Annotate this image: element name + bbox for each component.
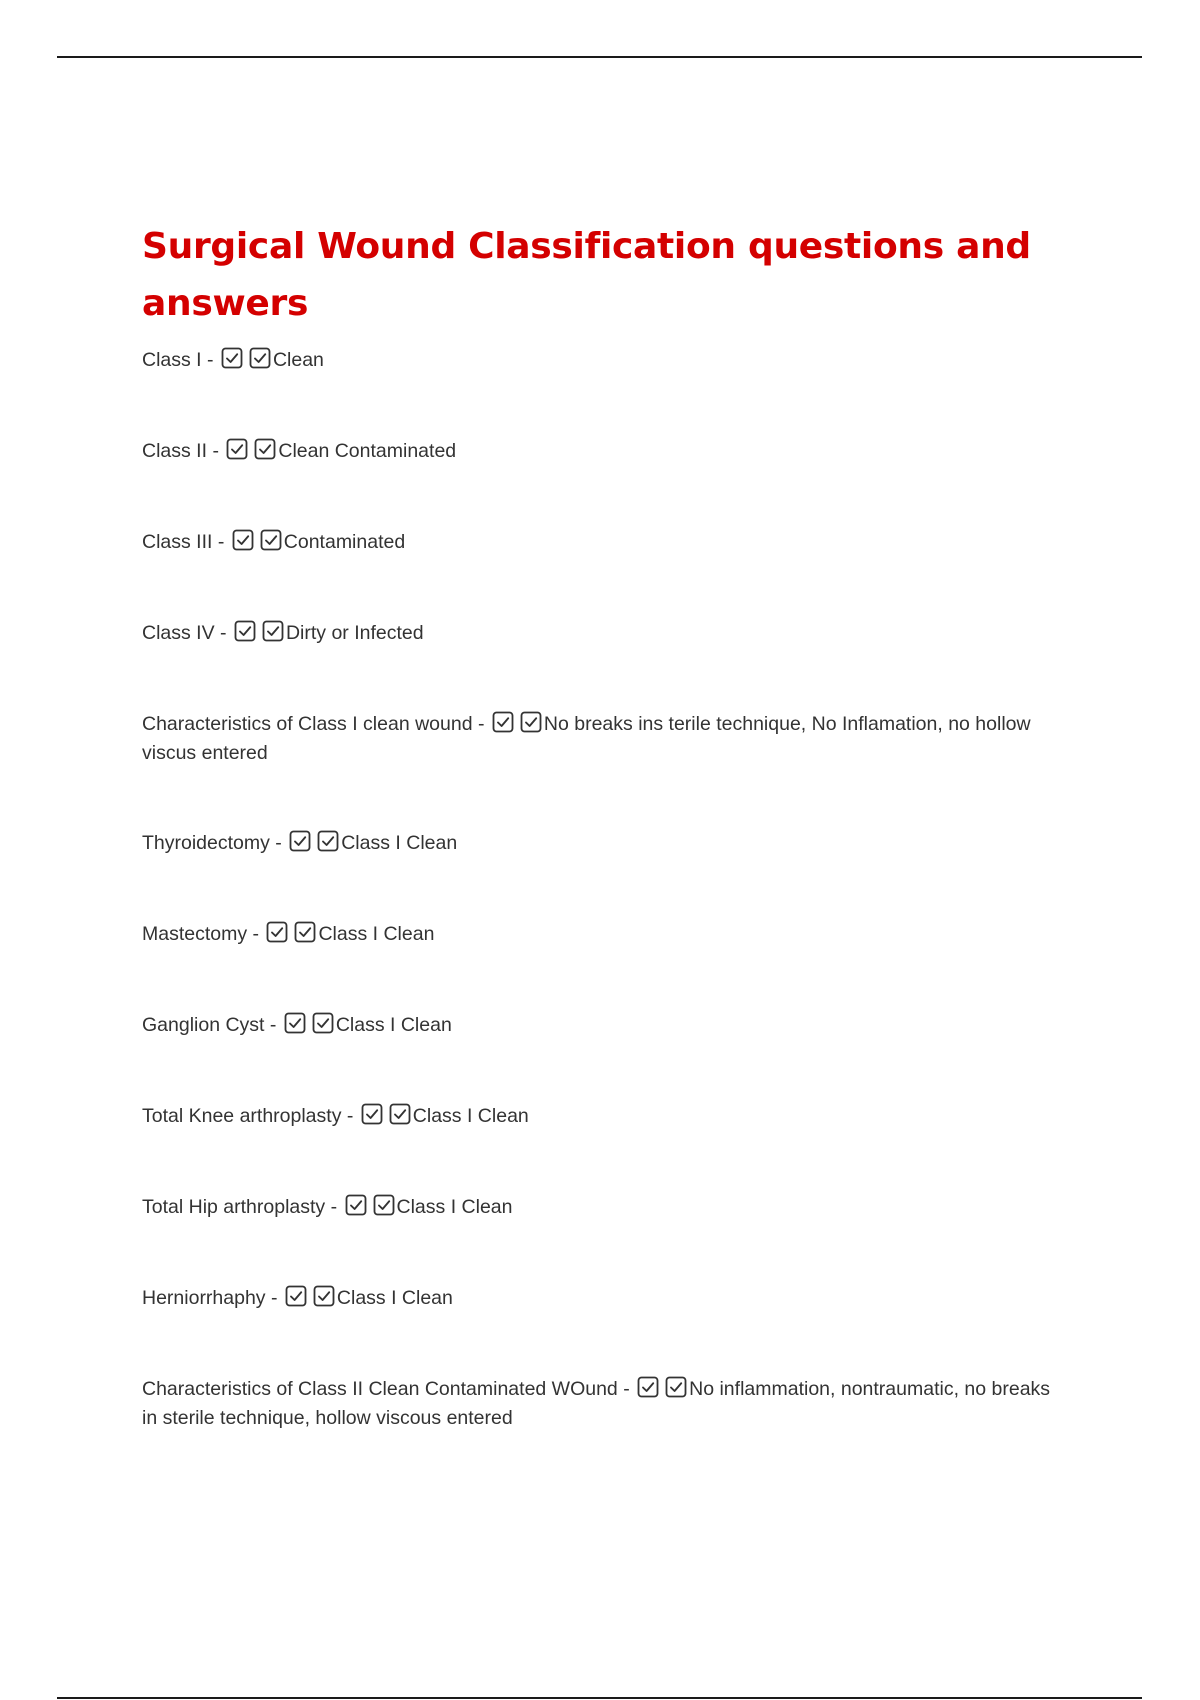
qa-item xyxy=(142,346,1062,375)
checkbox-checked-icon xyxy=(232,529,254,551)
answer-text: Class I Clean xyxy=(336,1287,453,1309)
checkbox-checked-icon xyxy=(226,438,248,460)
question-text: Total Hip arthroplasty xyxy=(142,1196,326,1218)
checkbox-checked-icon xyxy=(665,1376,687,1398)
checkbox-checked-icon xyxy=(221,347,243,369)
checkbox-checked-icon xyxy=(262,620,284,642)
checkbox-checked-icon xyxy=(254,438,276,460)
answer-marker xyxy=(232,529,282,551)
qa-item xyxy=(142,1375,1062,1433)
checkbox-checked-icon xyxy=(289,830,311,852)
separator: - xyxy=(477,713,485,735)
checkbox-checked-icon xyxy=(345,1194,367,1216)
answer-text: Clean xyxy=(272,349,324,371)
answer-text: Class I Clean xyxy=(396,1196,513,1218)
separator: - xyxy=(623,1378,630,1400)
separator: - xyxy=(269,1014,277,1036)
qa-list xyxy=(142,346,1062,1433)
question-text: Class II xyxy=(142,440,208,462)
qa-item xyxy=(142,710,1062,768)
checkbox-checked-icon xyxy=(294,921,316,943)
answer-marker xyxy=(285,1285,335,1307)
answer-text: Class I Clean xyxy=(335,1014,452,1036)
answer-text: Class I Clean xyxy=(318,923,435,945)
separator: - xyxy=(252,923,260,945)
answer-marker xyxy=(637,1376,687,1398)
question-text: Thyroidectomy xyxy=(142,832,270,854)
question-text: Class III xyxy=(142,531,213,553)
separator: - xyxy=(346,1105,354,1127)
question-text: Ganglion Cyst xyxy=(142,1014,265,1036)
separator: - xyxy=(217,531,225,553)
qa-item xyxy=(142,619,1062,648)
qa-item xyxy=(142,1011,1062,1040)
question-text: Class IV xyxy=(142,622,215,644)
qa-item xyxy=(142,829,1062,858)
checkbox-checked-icon xyxy=(373,1194,395,1216)
checkbox-checked-icon xyxy=(637,1376,659,1398)
answer-text: Clean Contaminated xyxy=(278,440,457,462)
separator: - xyxy=(207,349,214,371)
qa-item xyxy=(142,1102,1062,1131)
answer-marker xyxy=(266,921,316,943)
answer-text: No breaks ins terile technique, No Inflamation, no hollow viscus entered xyxy=(142,713,1031,764)
qa-item xyxy=(142,528,1062,557)
checkbox-checked-icon xyxy=(285,1285,307,1307)
qa-item xyxy=(142,1193,1062,1222)
separator: - xyxy=(330,1196,338,1218)
answer-marker xyxy=(289,830,339,852)
answer-marker xyxy=(492,711,542,733)
checkbox-checked-icon xyxy=(234,620,256,642)
question-text: Characteristics of Class I clean wound xyxy=(142,713,473,735)
separator: - xyxy=(270,1287,278,1309)
answer-text: Class I Clean xyxy=(341,832,458,854)
separator: - xyxy=(275,832,282,854)
answer-marker xyxy=(226,438,276,460)
checkbox-checked-icon xyxy=(312,1012,334,1034)
answer-marker xyxy=(221,347,271,369)
checkbox-checked-icon xyxy=(266,921,288,943)
answer-text: No inflammation, nontraumatic, no breaks in sterile technique, hollow viscous entered xyxy=(142,1378,1051,1429)
header-rule xyxy=(57,56,1142,58)
checkbox-checked-icon xyxy=(520,711,542,733)
checkbox-checked-icon xyxy=(317,830,339,852)
footer-rule xyxy=(57,1697,1142,1699)
question-text: Herniorrhaphy xyxy=(142,1287,266,1309)
answer-text: Contaminated xyxy=(283,531,406,553)
checkbox-checked-icon xyxy=(260,529,282,551)
question-text: Total Knee arthroplasty xyxy=(142,1105,342,1127)
question-text: Characteristics of Class II Clean Contaminated WOund xyxy=(142,1378,618,1400)
separator: - xyxy=(212,440,219,462)
qa-item xyxy=(142,437,1062,466)
checkbox-checked-icon xyxy=(284,1012,306,1034)
document-title: Surgical Wound Classification questions and answers xyxy=(142,226,1031,324)
checkbox-checked-icon xyxy=(492,711,514,733)
answer-marker xyxy=(345,1194,395,1216)
separator: - xyxy=(220,622,227,644)
checkbox-checked-icon xyxy=(313,1285,335,1307)
answer-marker xyxy=(234,620,284,642)
document-body xyxy=(142,218,1062,1494)
answer-text: Dirty or Infected xyxy=(285,622,424,644)
qa-item xyxy=(142,1284,1062,1313)
qa-item xyxy=(142,920,1062,949)
checkbox-checked-icon xyxy=(361,1103,383,1125)
answer-marker xyxy=(284,1012,334,1034)
question-text: Class I xyxy=(142,349,202,371)
answer-text: Class I Clean xyxy=(412,1105,529,1127)
answer-marker xyxy=(361,1103,411,1125)
checkbox-checked-icon xyxy=(249,347,271,369)
question-text: Mastectomy xyxy=(142,923,248,945)
checkbox-checked-icon xyxy=(389,1103,411,1125)
